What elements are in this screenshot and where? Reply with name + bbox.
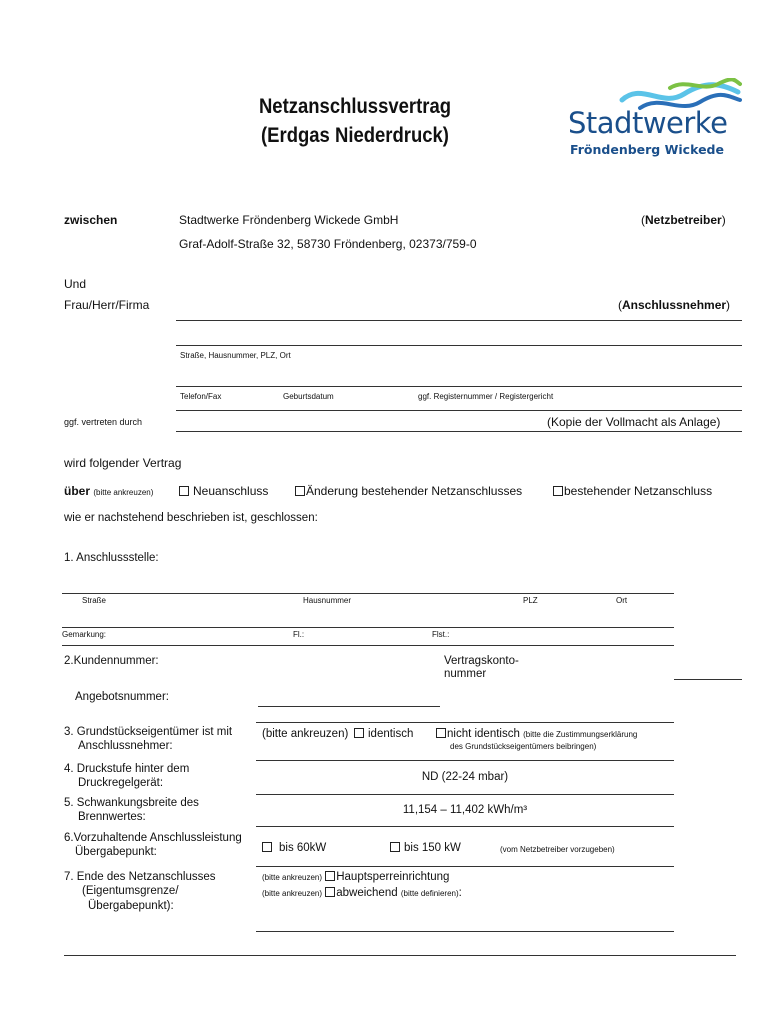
contract-intro-line: wird folgender Vertrag (64, 456, 182, 470)
option-150kw-label: bis 150 kW (404, 842, 461, 854)
operator-role-text: Netzbetreiber (645, 213, 722, 227)
operator-address: Graf-Adolf-Straße 32, 58730 Fröndenberg, 02373/759-0 (179, 237, 477, 251)
label-flurstueck: Flst.: (432, 630, 450, 639)
section4-label-1: 4. Druckstufe hinter dem (64, 763, 190, 775)
register-caption: ggf. Registernummer / Registergericht (418, 392, 554, 401)
company-logo (562, 78, 742, 160)
option-existing-label: bestehender Netzanschluss (564, 484, 713, 498)
customer-street-line[interactable] (176, 345, 742, 346)
footer-rule (64, 955, 736, 956)
option-identical[interactable] (354, 728, 413, 740)
not-identical-note-1: (bitte die Zustimmungserklärung (523, 730, 638, 739)
option-60kw-label: bis 60kW (279, 842, 327, 854)
birthdate-caption: Geburtsdatum (283, 392, 334, 401)
customer-role: (Anschlussnehmer) (618, 298, 731, 312)
represented-label: ggf. vertreten durch (64, 417, 143, 427)
define-colon: : (458, 887, 462, 899)
checkbox-identical[interactable] (354, 728, 364, 738)
option-other-row[interactable] (262, 887, 462, 899)
account-number-line[interactable] (674, 679, 742, 680)
checkbox-other[interactable] (325, 887, 335, 897)
phone-caption: Telefon/Fax (180, 392, 222, 401)
col-street: Straße (82, 596, 107, 605)
checkbox-change-connection[interactable] (295, 486, 305, 496)
section7-bottom-line[interactable] (256, 931, 674, 932)
contract-intro-line-2: wie er nachstehend beschrieben ist, geschlossen: (64, 512, 318, 524)
option-change-connection[interactable] (295, 484, 522, 498)
tick-hint: (bitte ankreuzen) (93, 488, 154, 497)
option-not-identical[interactable] (436, 728, 637, 740)
option-main-valve-row[interactable] (262, 871, 449, 883)
not-identical-note-2: des Grundstückseigentümers beibringen) (450, 742, 597, 751)
ueber-row (64, 484, 153, 498)
section1-top-line (62, 593, 674, 594)
ueber-label: über (64, 484, 91, 498)
label-gemarkung: Gemarkung: (62, 630, 107, 639)
section6-label-2: Übergabepunkt: (75, 846, 157, 858)
pressure-level-value: ND (22-24 mbar) (421, 771, 509, 783)
checkbox-150kw[interactable] (390, 842, 400, 852)
logo-wordmark: Stadtwerke (568, 106, 728, 140)
checkbox-60kw[interactable] (262, 842, 272, 852)
power-of-attorney-note: (Kopie der Vollmacht als Anlage) (547, 415, 721, 429)
representative-line[interactable] (176, 431, 742, 432)
section1-middle-line[interactable] (62, 627, 674, 628)
section6-top-line (256, 826, 674, 827)
offer-number-line[interactable] (258, 706, 440, 707)
register-line[interactable] (176, 410, 742, 411)
col-city: Ort (616, 596, 628, 605)
checkbox-existing-connection[interactable] (553, 486, 563, 496)
section1-heading: 1. Anschlussstelle: (64, 552, 159, 564)
checkbox-not-identical[interactable] (436, 728, 446, 738)
customer-name-line[interactable] (176, 320, 742, 321)
section3-tick-hint: (bitte ankreuzen) (262, 728, 349, 740)
title-line-1: Netzanschlussvertrag (258, 95, 452, 118)
section7-top-line (256, 866, 674, 867)
section7-label-1: 7. Ende des Netzanschlusses (64, 871, 216, 883)
checkbox-main-valve[interactable] (325, 871, 335, 881)
section3-label-2: Anschlussnehmer: (78, 740, 173, 752)
section7-tick-hint-1: (bitte ankreuzen) (262, 873, 323, 882)
checkbox-new-connection[interactable] (179, 486, 189, 496)
option-other-label: abweichend (336, 887, 398, 899)
customer-phone-line[interactable] (176, 386, 742, 387)
street-caption: Straße, Hausnummer, PLZ, Ort (180, 351, 291, 360)
section5-top-line (256, 794, 674, 795)
operator-name: Stadtwerke Fröndenberg Wickede GmbH (179, 213, 399, 227)
between-label: zwischen (64, 213, 118, 227)
account-number-label-2: nummer (444, 668, 487, 678)
customer-number-label: 2.Kundennummer: (64, 655, 159, 667)
label-flur: Fl.: (293, 630, 305, 639)
option-not-identical-label: nicht identisch (447, 728, 520, 740)
section7-label-2: (Eigentumsgrenze/ (82, 885, 179, 897)
section6-label-1: 6.Vorzuhaltende Anschlussleistung (64, 832, 242, 844)
section6-note: (vom Netzbetreiber vorzugeben) (500, 845, 615, 854)
offer-number-label: Angebotsnummer: (75, 691, 169, 703)
section7-tick-hint-2: (bitte ankreuzen) (262, 889, 323, 898)
title-line-2: (Erdgas Niederdruck) (261, 124, 449, 147)
section4-label-2: Druckregelgerät: (78, 777, 164, 789)
logo-subtitle: Fröndenberg Wickede (570, 142, 724, 157)
option-new-connection[interactable] (179, 484, 268, 498)
and-label: Und (64, 277, 87, 291)
calorific-value-range: 11,154 – 11,402 kWh/m³ (402, 804, 528, 816)
col-house-number: Hausnummer (303, 596, 352, 605)
document-title (245, 92, 465, 150)
section3-label-1: 3. Grundstückseigentümer ist mit (64, 726, 233, 738)
col-zip: PLZ (523, 596, 538, 605)
option-60kw[interactable] (262, 842, 326, 854)
section5-label-1: 5. Schwankungsbreite des (64, 797, 199, 809)
customer-label: Frau/Herr/Firma (64, 298, 150, 312)
define-hint: (bitte definieren) (400, 889, 459, 898)
section3-top-line (256, 722, 674, 723)
section5-label-2: Brennwertes: (78, 811, 146, 823)
section4-top-line (256, 760, 674, 761)
section1-bottom-line[interactable] (62, 645, 674, 646)
option-main-valve-label: Hauptsperreinrichtung (336, 871, 450, 883)
customer-role-text: Anschlussnehmer (622, 298, 727, 312)
account-number-label-1: Vertragskonto- (444, 655, 519, 667)
option-change-label: Änderung bestehender Netzanschlusses (306, 484, 523, 498)
option-150kw[interactable] (390, 842, 461, 854)
option-existing-connection[interactable] (553, 484, 712, 498)
section7-label-3: Übergabepunkt): (88, 900, 174, 912)
option-new-label: Neuanschluss (193, 484, 269, 498)
option-identical-label: identisch (368, 728, 414, 740)
operator-role: (Netzbetreiber) (641, 213, 726, 227)
